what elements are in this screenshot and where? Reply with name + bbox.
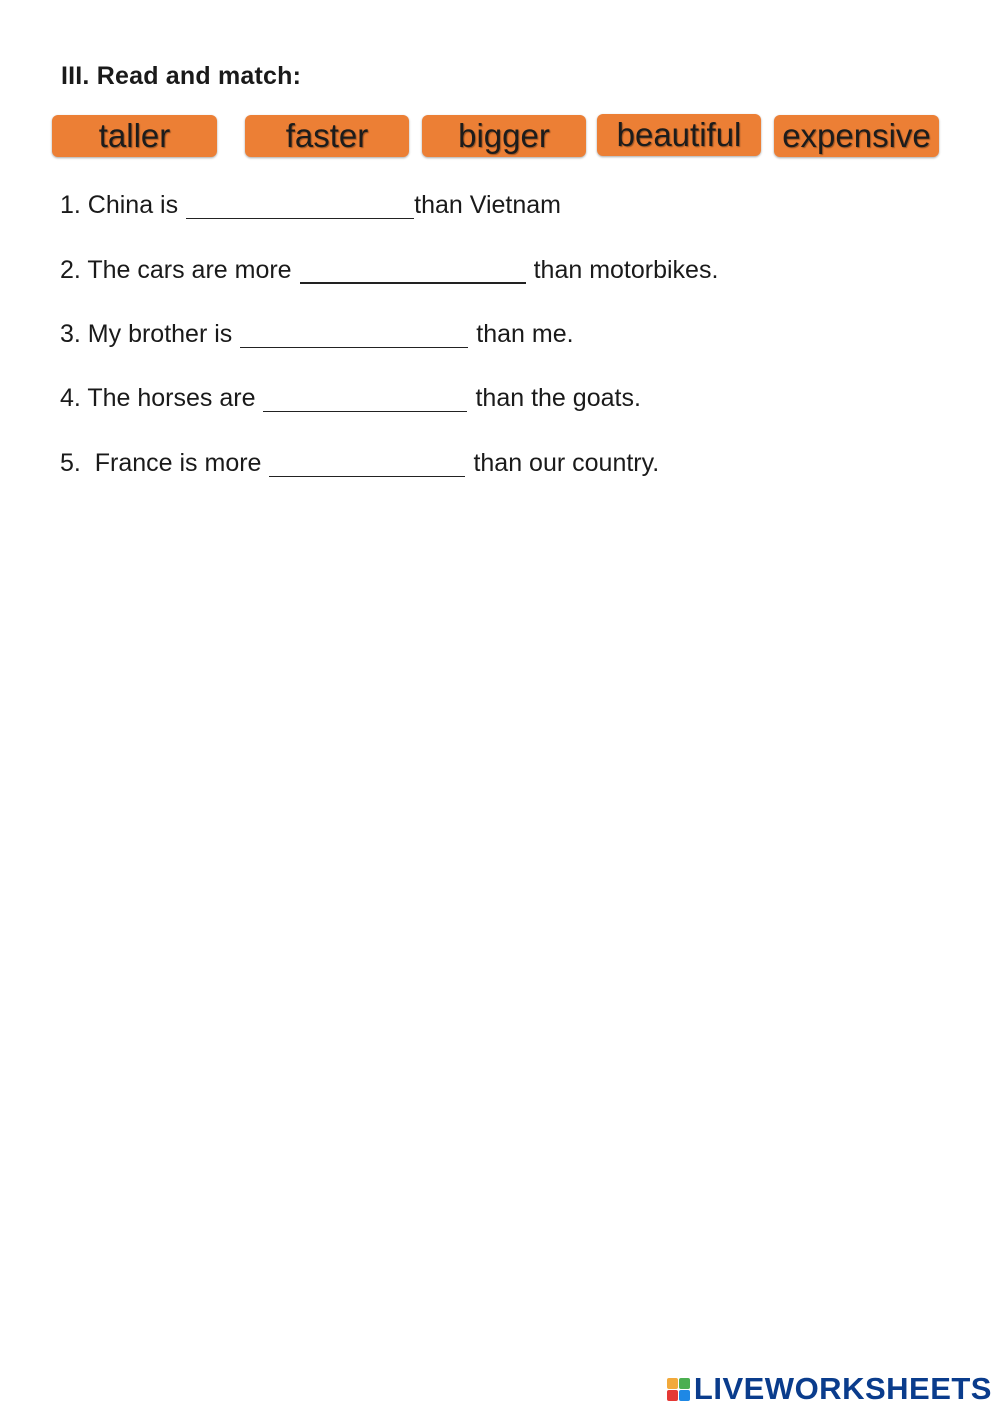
- brand-name: LIVEWORKSHEETS: [693, 1371, 992, 1406]
- question-3: [60, 319, 574, 349]
- word-tile-expensive[interactable]: expensive: [774, 115, 939, 157]
- question-2: [60, 255, 718, 285]
- word-tile-faster[interactable]: faster: [245, 115, 409, 157]
- answer-blank-3[interactable]: [240, 321, 468, 348]
- answer-blank-5[interactable]: [269, 450, 465, 477]
- question-3-suffix: than me.: [476, 320, 574, 348]
- answer-blank-1[interactable]: [186, 192, 414, 219]
- question-2-suffix: than motorbikes.: [533, 256, 719, 284]
- liveworksheets-logo: [667, 1371, 992, 1407]
- logo-block-e: [679, 1390, 690, 1401]
- logo-block-i: [679, 1378, 690, 1389]
- question-1: [60, 190, 561, 220]
- answer-blank-4[interactable]: [263, 385, 467, 412]
- question-1-suffix: than Vietnam: [414, 191, 561, 219]
- question-1-text: 1. China is: [60, 191, 179, 219]
- logo-block-v: [667, 1390, 678, 1401]
- logo-blocks-icon: [667, 1378, 690, 1401]
- question-4-suffix: than the goats.: [475, 384, 641, 412]
- question-5-suffix: than our country.: [473, 449, 660, 477]
- question-5: [60, 448, 659, 478]
- logo-block-l: [667, 1378, 678, 1389]
- question-4-text: 4. The horses are: [60, 384, 256, 412]
- question-2-text: 2. The cars are more: [60, 256, 292, 284]
- word-tile-bigger[interactable]: bigger: [422, 115, 586, 157]
- question-5-text: 5. France is more: [60, 449, 262, 477]
- answer-blank-2[interactable]: [300, 256, 526, 284]
- question-4: [60, 383, 641, 413]
- word-tile-taller[interactable]: taller: [52, 115, 217, 157]
- worksheet-title: III. Read and match:: [61, 62, 302, 90]
- word-tile-beautiful[interactable]: beautiful: [597, 114, 761, 156]
- question-3-text: 3. My brother is: [60, 320, 233, 348]
